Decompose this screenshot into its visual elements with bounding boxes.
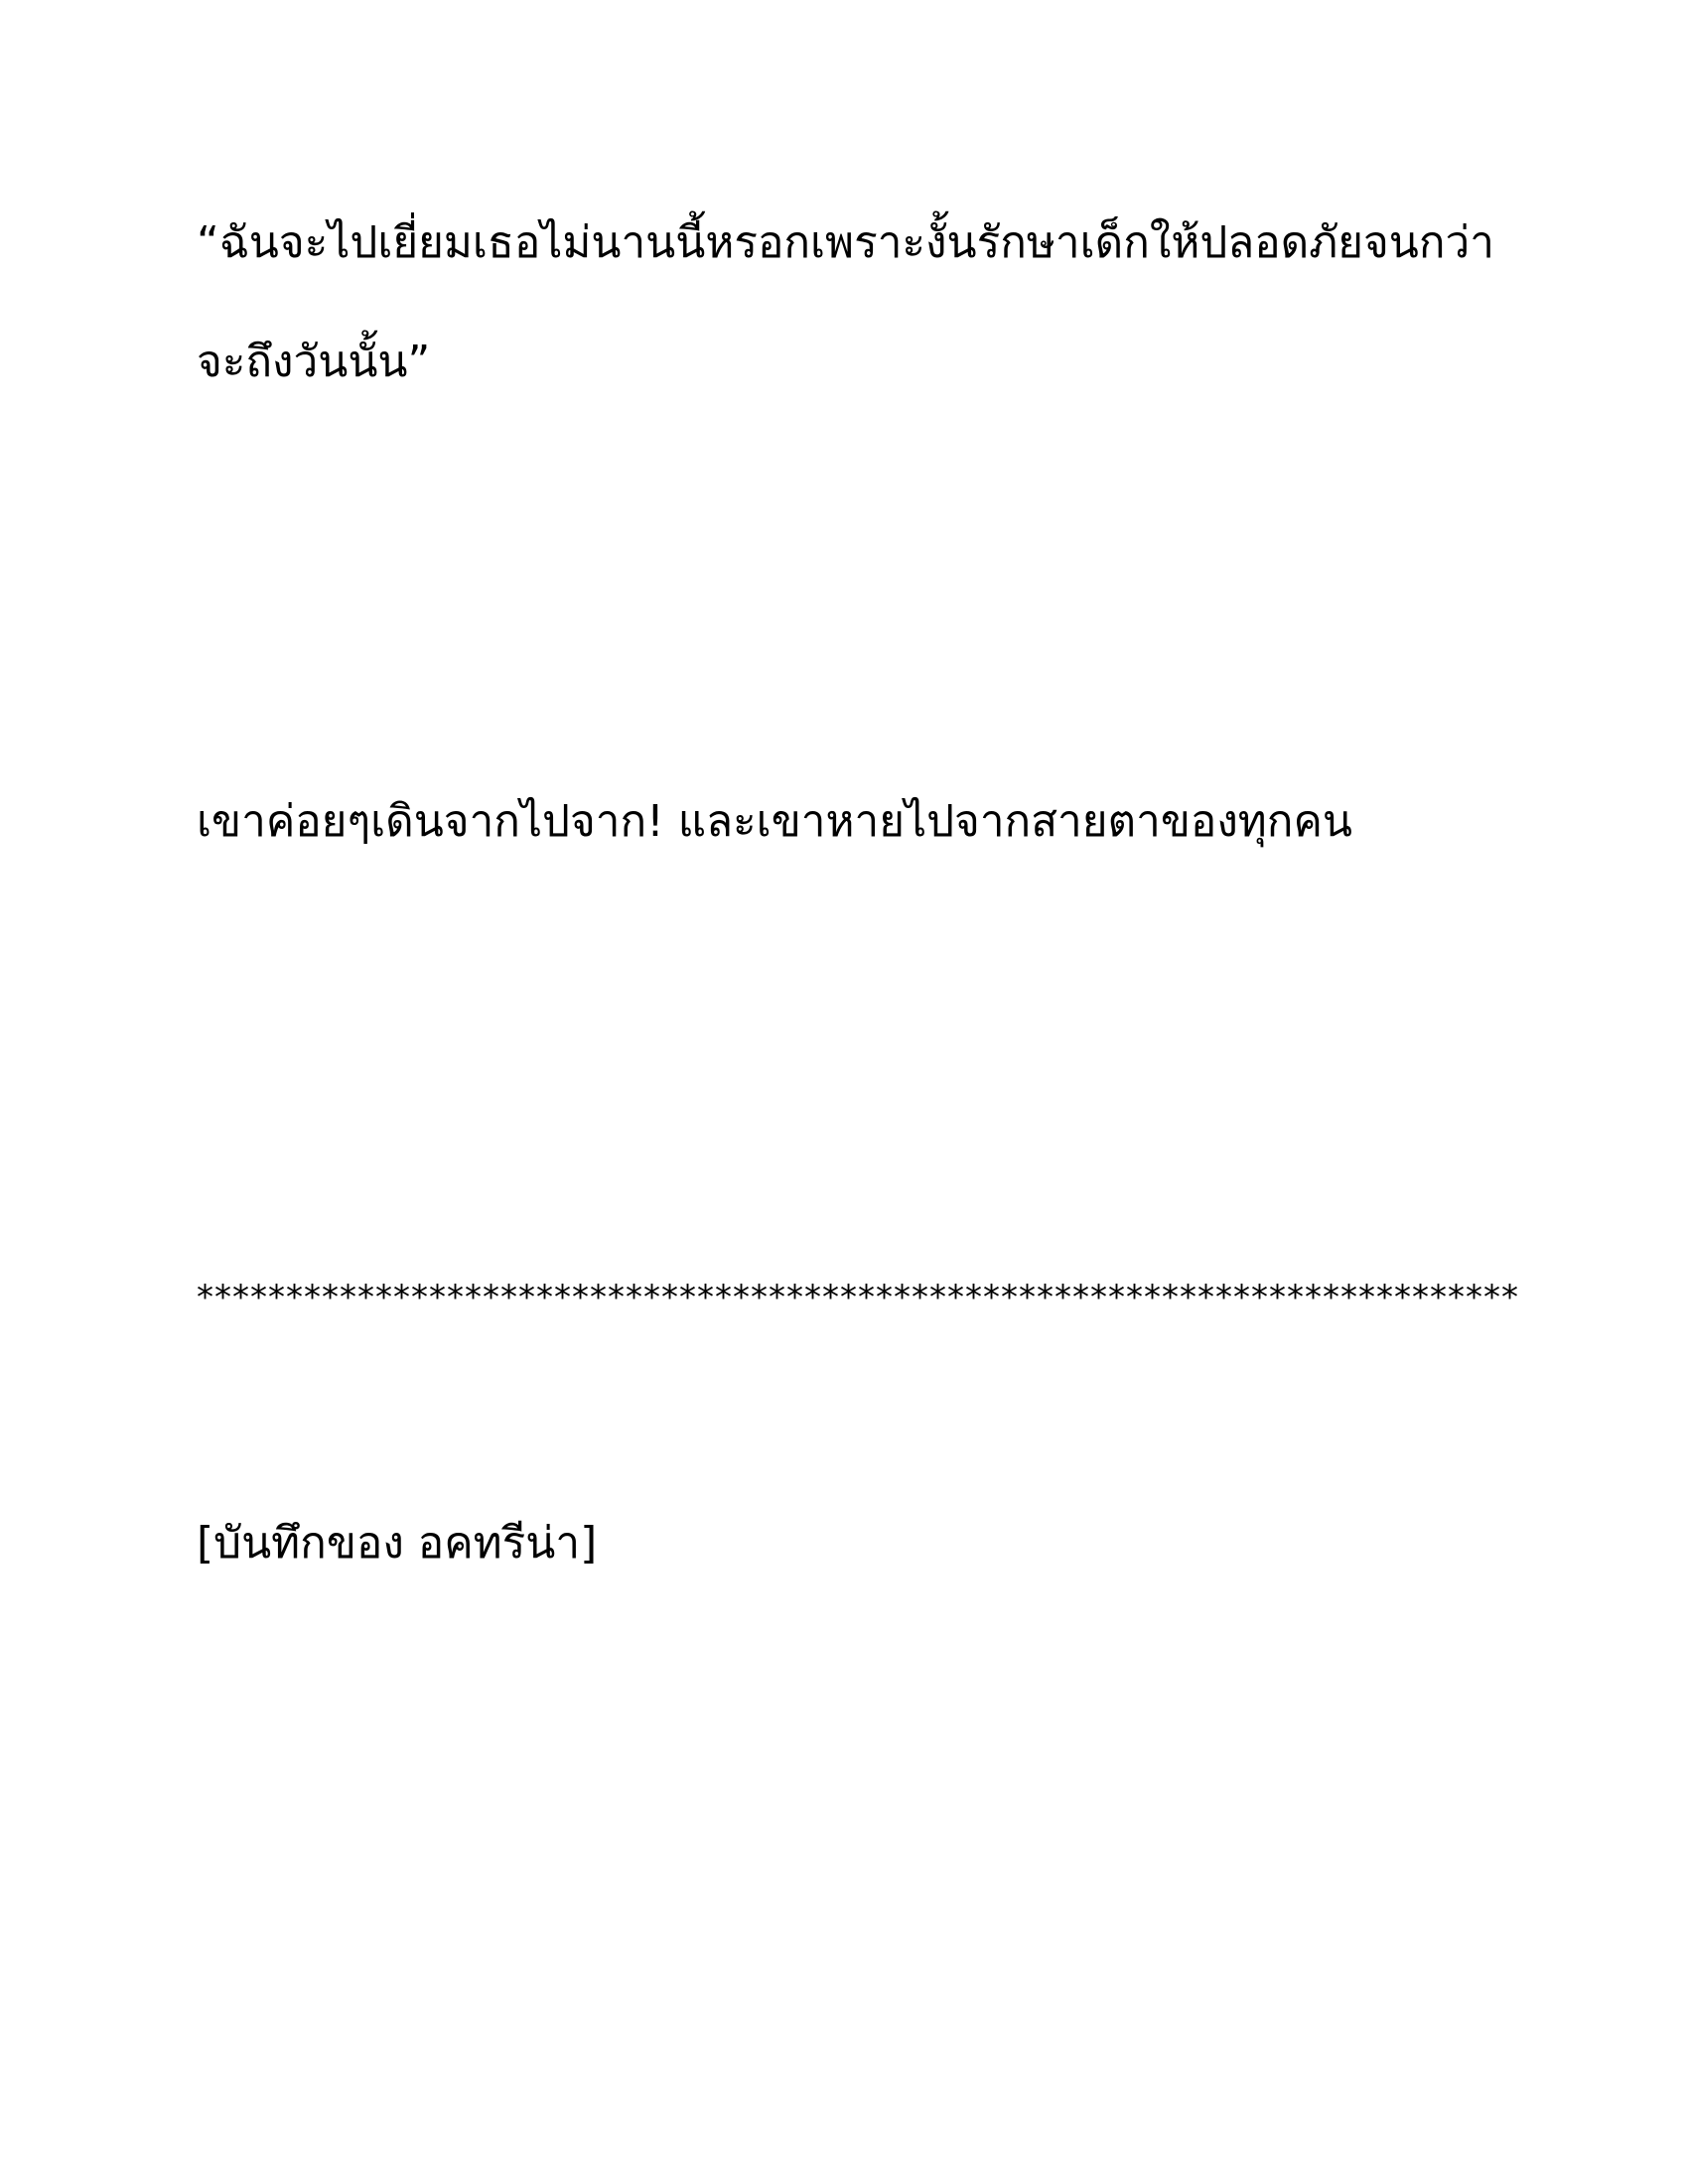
- section-separator: **************************************************************************: [197, 1278, 1519, 1317]
- dialogue-line-1: “ฉันจะไปเยี่ยมเธอไม่นานนี้หรอกเพราะงั้นรักษาเด็กให้ปลอดภัยจนกว่า: [197, 217, 1494, 268]
- narration-paragraph: เขาค่อยๆเดินจากไปจาก! และเขาหายไปจากสายตาของทุกคน: [197, 796, 1352, 847]
- dialogue-line-2: จะถึงวันนั้น”: [197, 337, 431, 387]
- dialogue-paragraph: [197, 184, 1494, 422]
- diary-heading: [บันทึกของ อคทรีน่า]: [197, 1518, 598, 1569]
